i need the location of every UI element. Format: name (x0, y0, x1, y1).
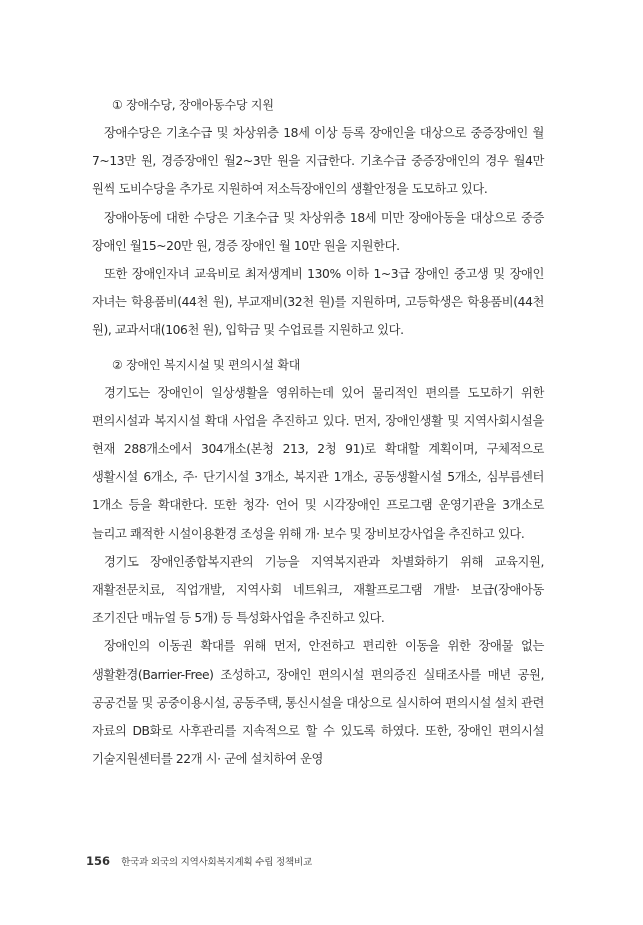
paragraph-welfare-center: 경기도 장애인종합복지관의 기능을 지역복지관과 차별화하기 위해 교육지원, 재활전문치료, 직업개발, 지역사회 네트워크, 재활프로그램 개발· 보급(장애아동 조기진단 매뉴얼 등 5개) 등 특성화사업을 추진하고 있다. (92, 554, 544, 626)
paragraph-facility-expansion: 경기도는 장애인이 일상생활을 영위하는데 있어 물리적인 편의를 도모하기 위한 편의시설과 복지시설 확대 사업을 추진하고 있다. 먼저, 장애인생활 및 지역사회시설을 현재 288개소에서 304개소(본청 213, 2청 91)로 확대할 계획이며, 구체적으로 생활시설 6개소, 주· 단기시설 3개소, 복지관 1개소, 공동생활시설 5개소, 심부름센터 1개소 등을 확대한다. 또한 청각· 언어 및 시각장애인 프로그램 운영기관을 3개소로 늘리고 쾌적한 시설이용환경 조성을 위해 개· 보수 및 장비보강사업을 추진하고 있다. (92, 385, 544, 541)
section-heading-allowance: ① 장애수당, 장애아동수당 지원 (112, 98, 274, 112)
paragraph-education-support: 또한 장애인자녀 교육비로 최저생계비 130% 이하 1~3급 장애인 중고생 및 장애인 자녀는 학용품비(44천 원), 부교재비(32천 원)를 지원하며, 고등학생은 학용품비(44천 원), 교과서대(106천 원), 입학금 및 수업료를 지원하고 있다. (92, 267, 544, 338)
body-text (92, 91, 544, 773)
paragraph-disability-allowance: 장애수당은 기초수급 및 차상위층 18세 이상 등록 장애인을 대상으로 중증장애인 월 7~13만 원, 경증장애인 월2~3만 원을 지급한다. 기초수급 중증장애인의 경우 월4만 원씩 도비수당을 추가로 지원하여 저소득장애인의 생활안정을 도모하고 있다. (92, 126, 544, 197)
running-title: 한국과 외국의 지역사회복지계획 수립 정책비교 (121, 857, 312, 868)
page-footer (86, 850, 312, 869)
page-number: 156 (86, 854, 111, 868)
section-heading-facilities: ② 장애인 복지시설 및 편의시설 확대 (112, 357, 301, 372)
paragraph-child-allowance: 장애아동에 대한 수당은 기초수급 및 차상위층 18세 미만 장애아동을 대상으로 중증 장애인 월15~20만 원, 경증 장애인 월 10만 원을 지원한다. (92, 210, 544, 253)
paragraph-mobility-rights: 장애인의 이동권 확대를 위해 먼저, 안전하고 편리한 이동을 위한 장애물 없는 생활환경(Barrier-Free) 조성하고, 장애인 편의시설 편의증진 실태조사를 매년 공원, 공공건물 및 공중이용시설, 공동주택, 통신시설을 대상으로 실시하여 편의시설 설치 관련 자료의 DB화로 사후관리를 지속적으로 할 수 있도록 하였다. 또한, 장애인 편의시설 기술지원센터를 22개 시· 군에 설치하여 운영 (92, 639, 544, 767)
